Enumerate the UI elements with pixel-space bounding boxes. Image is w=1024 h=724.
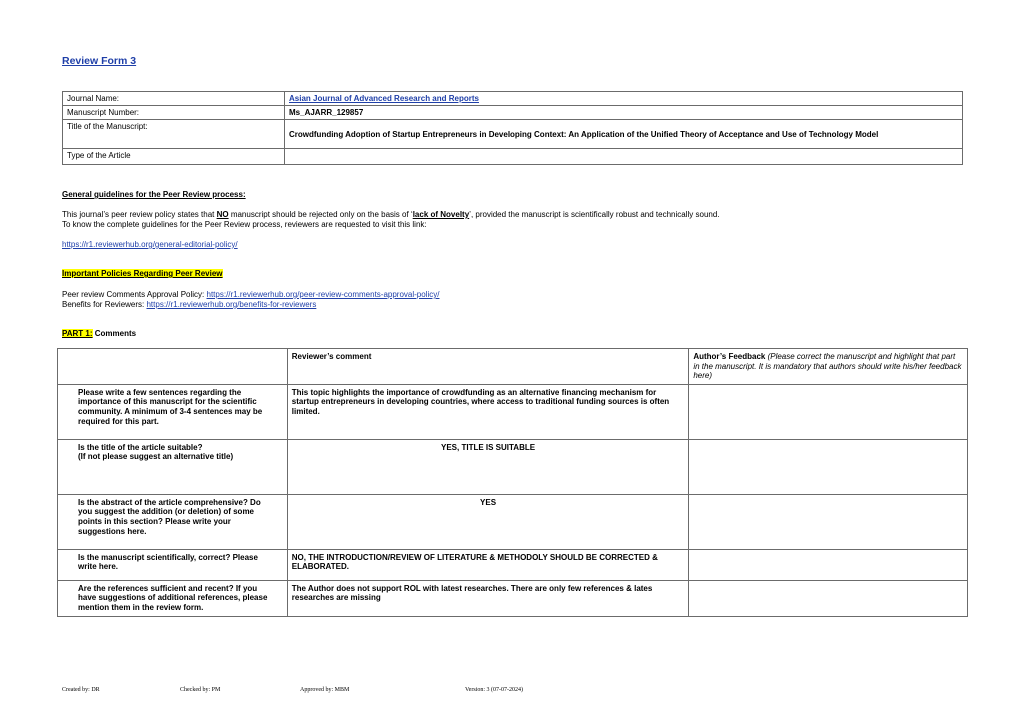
comment-row — [58, 494, 968, 549]
feedback-importance[interactable] — [689, 384, 968, 439]
benefits-link[interactable]: https://r1.reviewerhub.org/benefits-for-reviewers — [146, 300, 317, 309]
part1-heading — [62, 329, 136, 338]
approval-policy-link[interactable]: https://r1.reviewerhub.org/peer-review-comments-approval-policy/ — [206, 290, 440, 299]
comment-references: The Author does not support ROL with latest researches. There are only few references & lates researches are missing — [287, 580, 689, 616]
manuscript-number-value: Ms_AJARR_129857 — [285, 106, 963, 120]
guidelines-line-1-post: ’, provided the manuscript is scientifically robust and technically sound. — [469, 210, 720, 219]
comment-row — [58, 439, 968, 494]
guidelines-line-1-mid: manuscript should be rejected only on the basis of ‘ — [228, 210, 413, 219]
author-feedback-header-bold: Author’s Feedback — [693, 352, 766, 361]
guidelines-line-2: To know the complete guidelines for the Peer Review process, reviewers are requested to visit this link: — [62, 219, 427, 229]
guidelines-novelty-emphasis: lack of Novelty — [412, 210, 470, 219]
comments-header-row — [58, 349, 968, 385]
comment-row — [58, 580, 968, 616]
manuscript-title-row — [63, 120, 963, 149]
guidelines-no-emphasis: NO — [216, 210, 229, 219]
question-title-line-1: Is the title of the article suitable? — [78, 442, 203, 452]
article-type-row — [63, 149, 963, 165]
benefits-label: Benefits for Reviewers: — [62, 300, 147, 309]
comments-table — [57, 348, 968, 617]
manuscript-title-value: Crowdfunding Adoption of Startup Entrepreneurs in Developing Context: An Application of the Unified Theory of Acceptance and Use of Technology Model — [285, 120, 963, 149]
approval-policy-line — [62, 290, 439, 299]
author-feedback-header — [689, 349, 968, 385]
comment-importance: This topic highlights the importance of crowdfunding as an alternative financing mechanism for startup entrepreneurs in developing countries, where access to traditional funding sources is often limited. — [287, 384, 689, 439]
footer-checked: Checked by: PM — [180, 687, 221, 693]
approval-policy-label: Peer review Comments Approval Policy: — [62, 290, 207, 299]
question-scientific: Is the manuscript scientifically, correct? Please write here. — [58, 549, 288, 580]
question-abstract: Is the abstract of the article comprehensive? Do you suggest the addition (or deletion) of some points in this section? Please write your suggestions here. — [58, 494, 288, 549]
comment-scientific: NO, THE INTRODUCTION/REVIEW OF LITERATURE & METHODOLY SHOULD BE CORRECTED & ELABORATED. — [287, 549, 689, 580]
benefits-line — [62, 300, 316, 309]
journal-name-label: Journal Name: — [63, 92, 285, 106]
question-importance: Please write a few sentences regarding the importance of this manuscript for the scientific community. A minimum of 3-4 sentences may be required for this part. — [58, 384, 288, 439]
question-title — [58, 439, 288, 494]
guidelines-text — [62, 210, 962, 229]
feedback-title[interactable] — [689, 439, 968, 494]
journal-info-table — [62, 91, 963, 165]
feedback-references[interactable] — [689, 580, 968, 616]
reviewer-comment-header: Reviewer’s comment — [287, 349, 689, 385]
comment-row — [58, 549, 968, 580]
footer-version: Version: 3 (07-07-2024) — [465, 687, 523, 693]
part1-title: Comments — [92, 329, 137, 338]
article-type-label: Type of the Article — [63, 149, 285, 165]
form-title: Review Form 3 — [62, 55, 137, 67]
guidelines-line-1-pre: This journal’s peer review policy states that — [62, 210, 217, 219]
manuscript-number-label: Manuscript Number: — [63, 106, 285, 120]
editorial-policy-link[interactable]: https://r1.reviewerhub.org/general-editorial-policy/ — [62, 240, 238, 249]
manuscript-title-label: Title of the Manuscript: — [63, 120, 285, 149]
footer-created: Created by: DR — [62, 687, 100, 693]
header-empty-cell — [58, 349, 288, 385]
comment-row — [58, 384, 968, 439]
feedback-abstract[interactable] — [689, 494, 968, 549]
journal-name-link[interactable]: Asian Journal of Advanced Research and Reports — [289, 94, 479, 103]
guidelines-line-1 — [62, 210, 962, 220]
journal-name-row — [63, 92, 963, 106]
feedback-scientific[interactable] — [689, 549, 968, 580]
manuscript-number-row — [63, 106, 963, 120]
question-references: Are the references sufficient and recent? If you have suggestions of additional references, please mention them in the review form. — [58, 580, 288, 616]
comment-title: YES, TITLE IS SUITABLE — [287, 439, 689, 494]
footer-approved: Approved by: MBM — [300, 687, 350, 693]
comment-abstract: YES — [287, 494, 689, 549]
question-title-line-2: (If not please suggest an alternative title) — [78, 452, 234, 462]
important-policies-heading: Important Policies Regarding Peer Review — [62, 269, 223, 278]
author-feedback-header-note: (Please correct the manuscript and highlight that part in the manuscript. It is mandatory that authors should write his/her feedback here) — [693, 352, 962, 381]
article-type-value — [285, 149, 963, 165]
part1-label: PART 1: — [62, 329, 93, 338]
guidelines-heading: General guidelines for the Peer Review process: — [62, 190, 246, 199]
